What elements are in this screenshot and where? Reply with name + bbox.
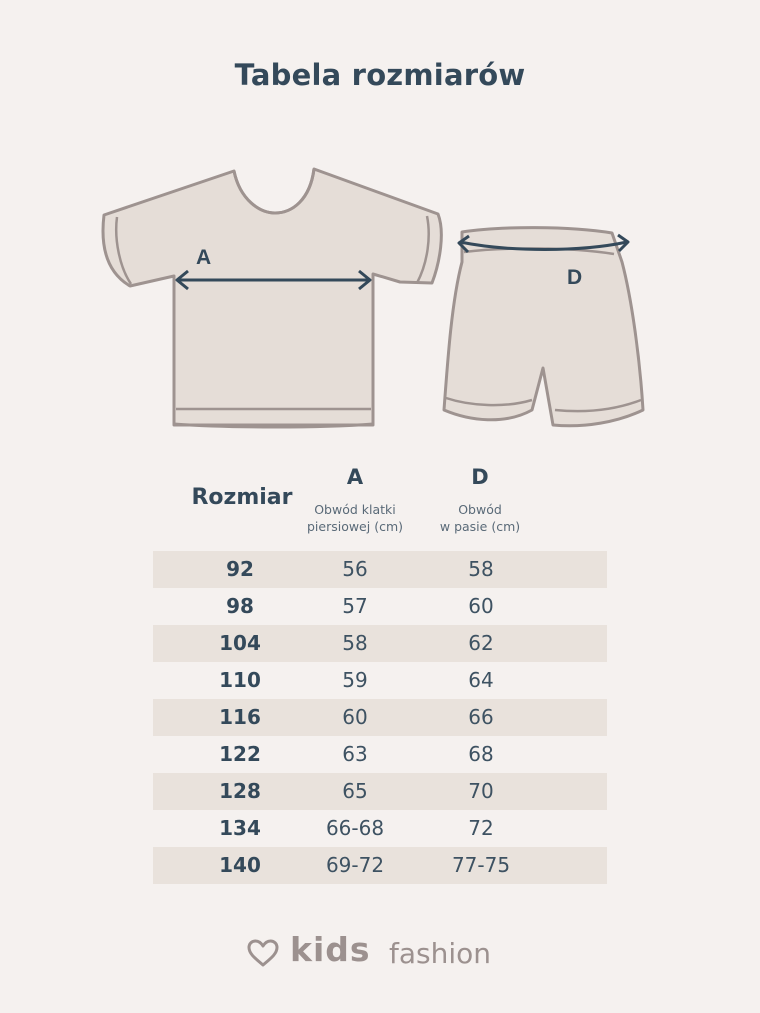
column-header-a-desc-line2: piersiowej (cm) [306,519,404,534]
waist-cell: 58 [468,557,494,581]
size-cell: 122 [219,742,261,766]
size-cell: 116 [219,705,261,729]
table-row [153,699,607,736]
tshirt-illustration [103,169,441,427]
column-header-d [420,465,540,535]
brand-logo [246,930,536,980]
column-header-d-letter: D [471,465,489,489]
size-cell: 98 [226,594,254,618]
column-header-d-description [420,501,540,535]
column-header-size: Rozmiar [191,485,293,510]
size-cell: 140 [219,853,261,877]
waist-cell: 77-75 [451,853,511,877]
size-cell: 134 [219,816,261,840]
column-header-a-desc-line1: Obwód klatki [314,502,396,517]
table-row [153,662,607,699]
heart-icon [246,938,280,968]
logo-fashion-text: fashion [389,937,492,970]
column-header-a-letter: A [346,465,364,489]
column-header-a [295,465,415,535]
chest-cell: 59 [342,668,368,692]
shorts-label-d: D [567,266,583,289]
waist-cell: 66 [468,705,494,729]
waist-cell: 68 [468,742,494,766]
chest-cell: 63 [342,742,368,766]
waist-cell: 64 [468,668,494,692]
table-row [153,625,607,662]
chest-cell: 66-68 [325,816,385,840]
size-table [153,551,607,884]
size-cell: 92 [226,557,254,581]
column-header-d-desc-line2: w pasie (cm) [439,519,521,534]
size-cell: 128 [219,779,261,803]
table-row [153,847,607,884]
table-row [153,810,607,847]
waist-cell: 72 [468,816,494,840]
chest-cell: 69-72 [325,853,385,877]
chest-cell: 60 [342,705,368,729]
column-header-a-description [295,501,415,535]
waist-cell: 60 [468,594,494,618]
table-row [153,551,607,588]
table-row [153,736,607,773]
chest-cell: 56 [342,557,368,581]
waist-cell: 62 [468,631,494,655]
chest-cell: 58 [342,631,368,655]
table-row [153,588,607,625]
shorts-illustration [444,228,643,426]
garment-illustration [0,0,760,460]
chest-cell: 57 [342,594,368,618]
size-cell: 104 [219,631,261,655]
table-row [153,773,607,810]
column-header-d-desc-line1: Obwód [458,502,502,517]
page-title: Tabela rozmiarów [234,58,526,92]
chest-cell: 65 [342,779,368,803]
shirt-label-a: A [196,246,212,269]
size-cell: 110 [219,668,261,692]
logo-kids-text: kids [290,930,371,969]
waist-cell: 70 [468,779,494,803]
